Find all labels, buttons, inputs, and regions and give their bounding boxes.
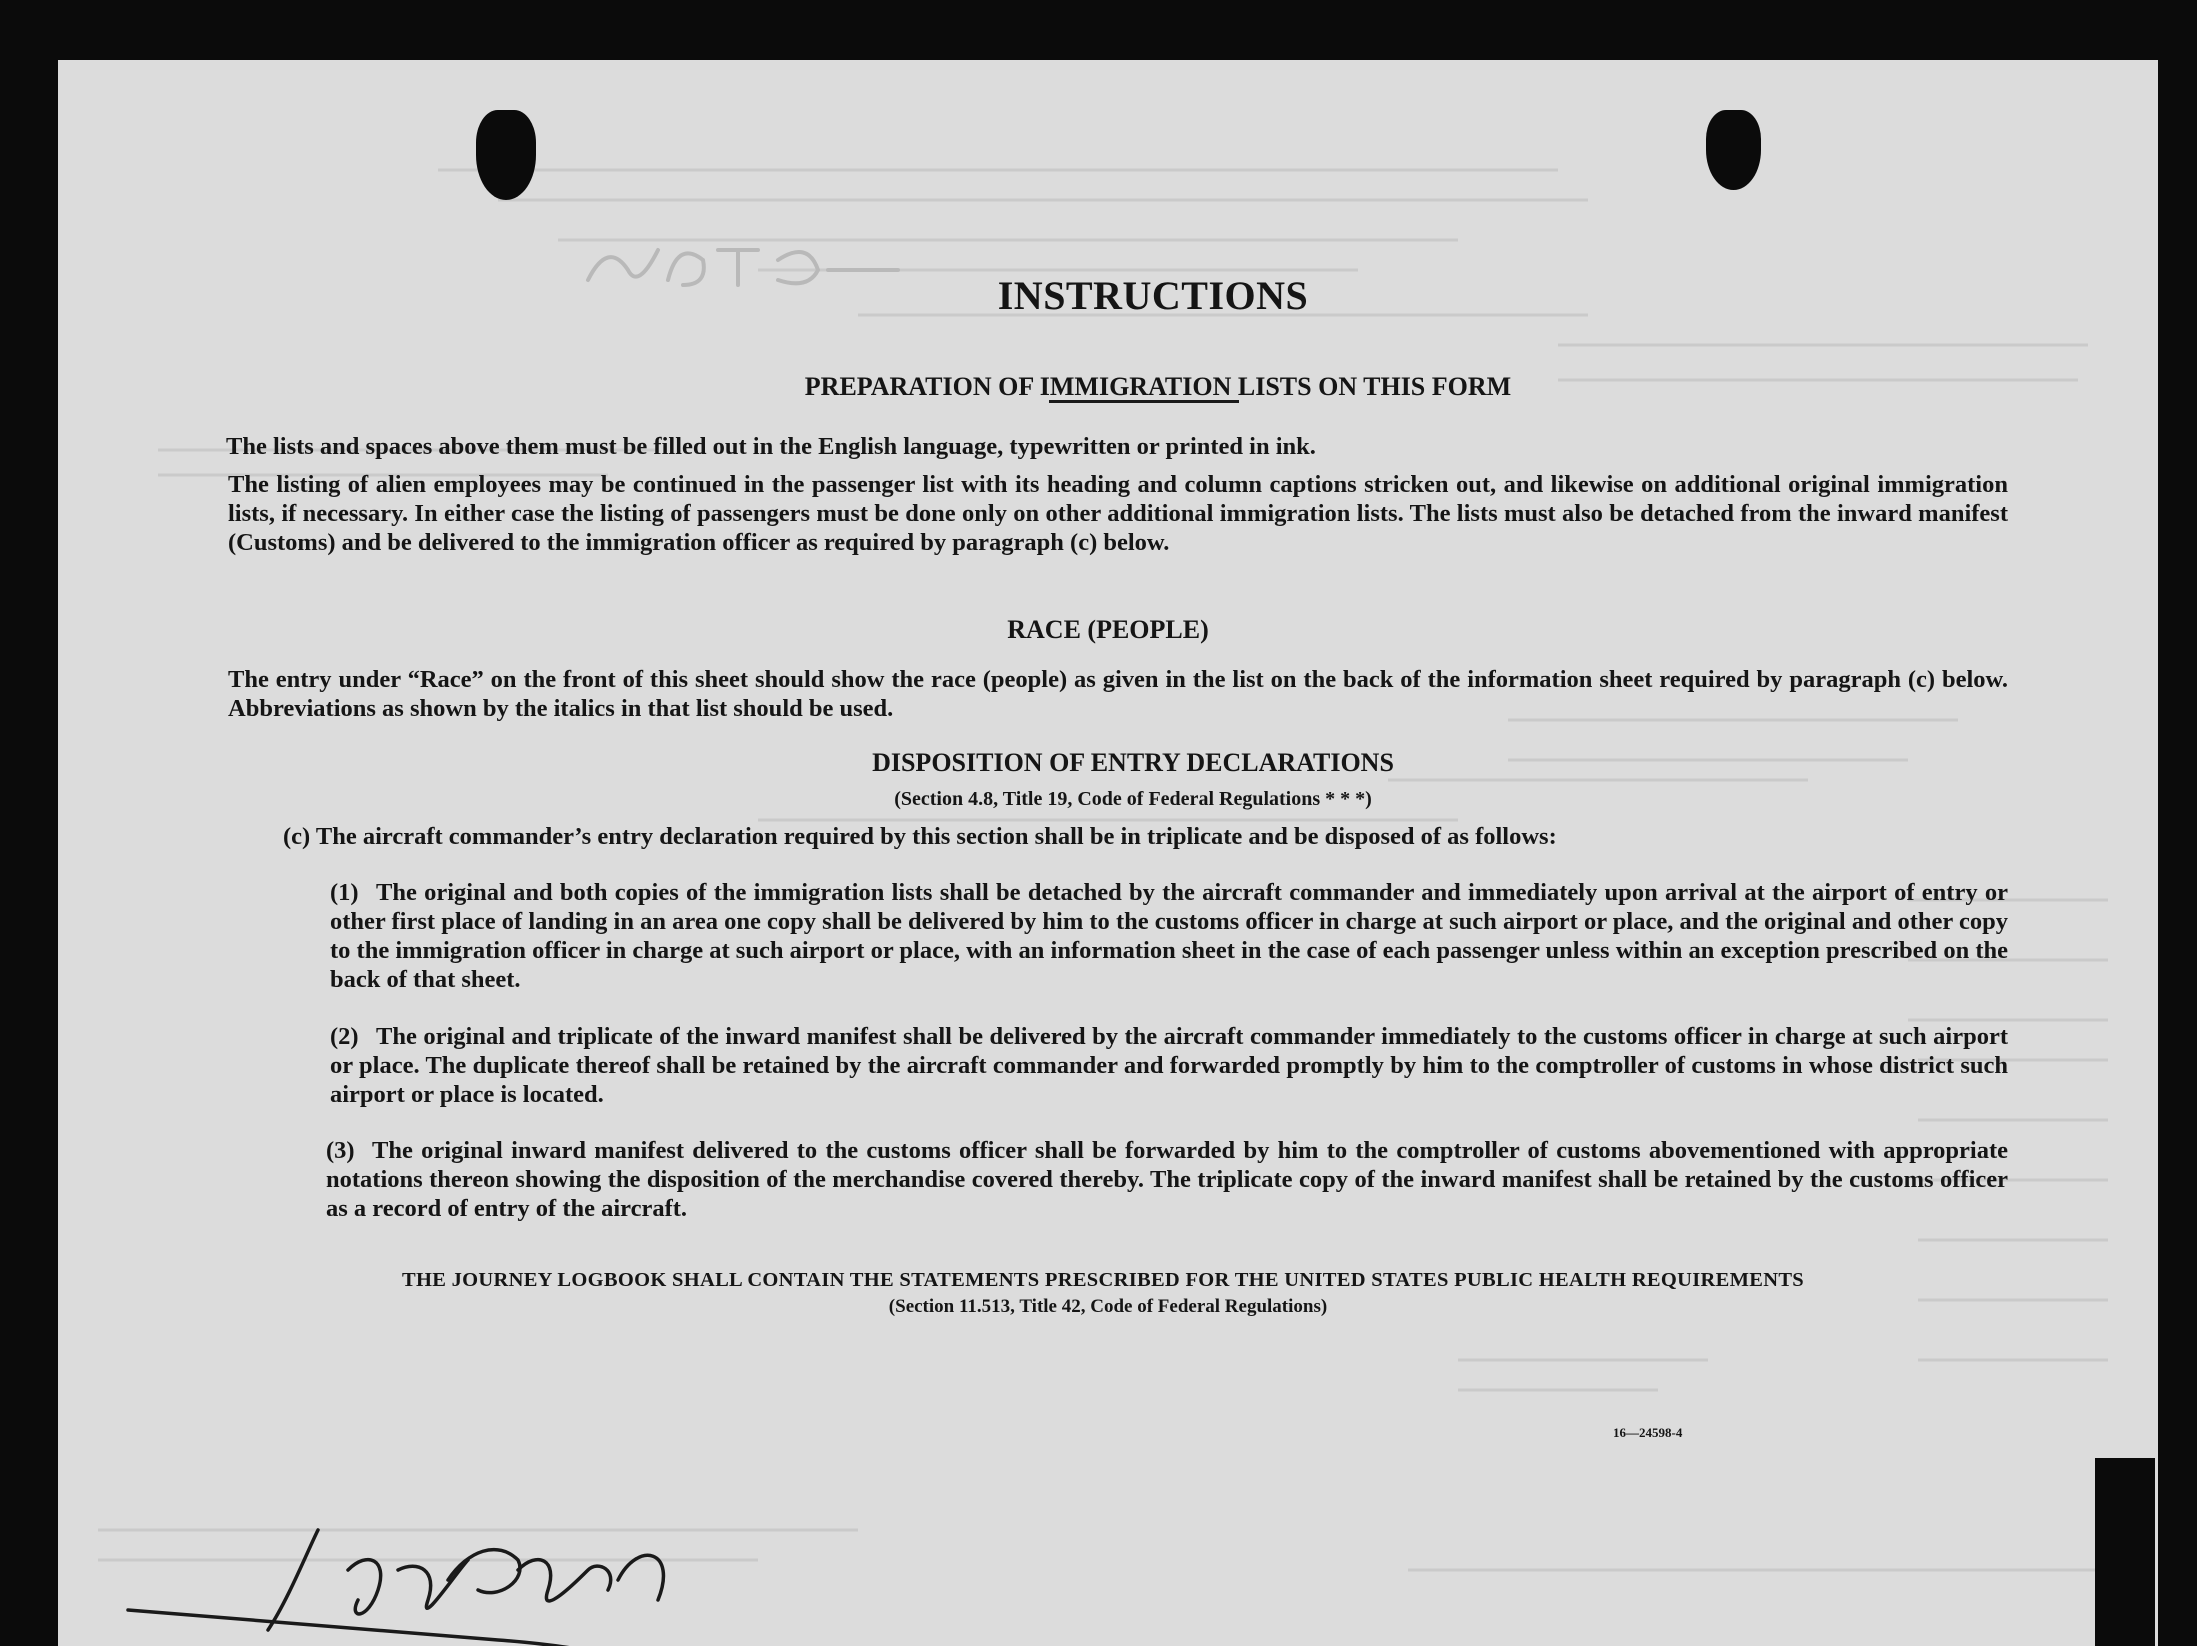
preparation-para2-text: The listing of alien employees may be continued in the passenger list with its heading and column captions stricken out, and likewise on additional original immigration lists, if necessary. In either case the listing of passengers must be done only on other additional immigration lists. The lists must also be detached from the inward manifest (Customs) and be delivered to the immigration officer as required by paragraph (c) below.: [228, 471, 2008, 556]
item-text: The original and both copies of the immigration lists shall be detached by the aircraft commander and immediately upon arrival at the airport of entry or other first place of landing in an area one copy shall be delivered by him to the customs officer in charge at such airport or place, and the original and other copy to the immigration officer in charge at such airport or place, with an information sheet in the case of each passenger unless within an exception prescribed on the back of that sheet.: [330, 879, 2008, 993]
preparation-heading: PREPARATION OF IMMIGRATION LISTS ON THIS FORM: [804, 372, 1512, 401]
disposition-item-2: [330, 1022, 2008, 1109]
preparation-paragraph-2: [228, 470, 2008, 557]
disposition-item-3: [326, 1136, 2008, 1223]
intro-text: The aircraft commander’s entry declaration required by this section shall be in triplicate and be disposed of as follows:: [315, 823, 1557, 850]
preparation-paragraph-1: [226, 432, 2006, 461]
item-text: The original and triplicate of the inward manifest shall be delivered by the aircraft commander immediately to the customs officer in charge at such airport or place. The duplicate thereof shall be retained by the aircraft commander and forwarded promptly by him to the comptroller of customs in whose district such airport or place is located.: [330, 1023, 2008, 1108]
signature: [118, 1510, 758, 1646]
disposition-item-1: [330, 878, 2008, 994]
disposition-heading: DISPOSITION OF ENTRY DECLARATIONS: [872, 748, 1394, 777]
journey-logbook-statement: THE JOURNEY LOGBOOK SHALL CONTAIN THE STATEMENTS PRESCRIBED FOR THE UNITED STATES PUBLIC HEALTH REQUIREMENTS: [401, 1269, 1805, 1291]
journey-logbook-citation: (Section 11.513, Title 42, Code of Federal Regulations): [888, 1296, 1328, 1317]
item-number: (2): [330, 1023, 359, 1050]
form-number: 16—24598-4: [1613, 1425, 1683, 1440]
page-title: INSTRUCTIONS: [997, 273, 1309, 318]
handwritten-annotation: [578, 220, 918, 310]
race-heading: RACE (PEOPLE): [1007, 615, 1209, 644]
item-text: The original inward manifest delivered to the customs officer shall be forwarded by him to the comptroller of customs abovementioned with appropriate notations thereon showing the disposition of the merchandise covered thereby. The triplicate copy of the inward manifest shall be retained by the customs officer as a record of entry of the aircraft.: [326, 1137, 2008, 1222]
preparation-para1-text: The lists and spaces above them must be filled out in the English language, typewritten or printed in ink.: [226, 433, 1316, 460]
document-page: [58, 60, 2158, 1646]
race-paragraph: [228, 665, 2008, 723]
race-para-text: The entry under “Race” on the front of this sheet should show the race (people) as given in the list on the back of the information sheet required by paragraph (c) below. Abbreviations as shown by the italics in that list should be used.: [228, 666, 2008, 722]
item-number: (1): [330, 879, 359, 906]
punch-hole-right: [1706, 110, 1761, 190]
item-number: (3): [326, 1137, 355, 1164]
scan-edge-shadow: [2095, 1458, 2155, 1646]
disposition-citation: (Section 4.8, Title 19, Code of Federal Regulations * * *): [894, 788, 1372, 810]
punch-hole-left: [476, 110, 536, 200]
intro-label: (c): [283, 823, 311, 850]
disposition-intro: [283, 822, 1963, 851]
